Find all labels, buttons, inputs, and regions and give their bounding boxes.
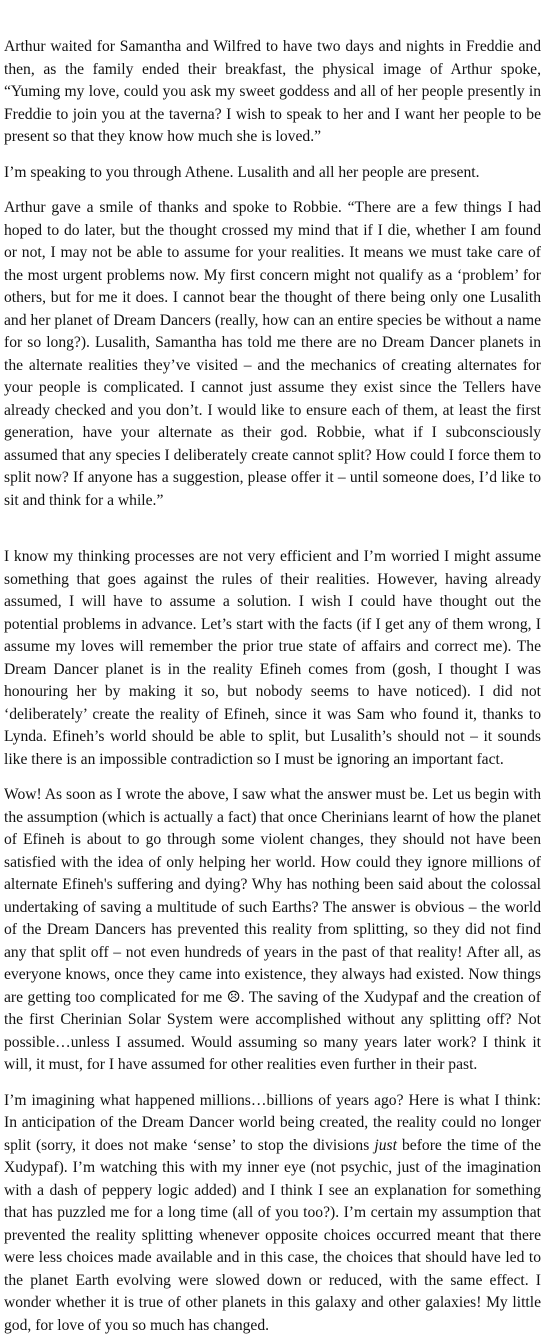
- paragraph-arthur-speaks-to-robbie: Arthur gave a smile of thanks and spoke to Robbie. “There are a few things I had hoped to do later, but the thought crossed my mind that if I die, whether I am found or not, I may not be able to assume for your realities. It means we must take care of the most urgent problems now. My first concern might not qualify as a ‘problem’ for others, but for me it does. I cannot bear the thought of there being only one Lusalith and her planet of Dream Dancers (really, how can an entire species be without a name for so long?). Lusalith, Samantha has told me there are no Dream Dancer planets in the alternate realities they’ve visited – and the mechanics of creating alternates for your people is complicated. I cannot just assume they exist since the Tellers have already checked and you don’t. I would like to ensure each of them, at least the first generation, have your alternate as their god. Robbie, what if I subconsciously assumed that any species I deliberately create cannot split? How could I force them to split now? If anyone has a suggestion, please offer it – until someone does, I’d like to sit and think for a while.”: [4, 197, 541, 512]
- paragraph-text-before-italic: I’m imagining what happened millions…billions of years ago? Here is what I think: In anticipation of the Dream Dancer world being created, the reality could no longer split (sorry, it does not make ‘sense’ to stop the divisions: [4, 1092, 541, 1154]
- paragraph-imagining-billions-of-years: [4, 1090, 541, 1337]
- paragraph-text-after-italic: before the time of the Xudypaf). I’m watching this with my inner eye (not psychic, just of the imagination with a dash of peppery logic added) and I think I see an explanation for something that has puzzled me for a long time (all of you too?). I’m certain my assumption that prevented the reality splitting whenever opposite choices occurred meant that there were less choices made available and in this case, the choices that should have led to the planet Earth evolving were slowed down or reduced, with the same effect. I wonder whether it is true of other planets in this galaxy and other galaxies! My little god, for love of you so much has changed.: [4, 1137, 541, 1334]
- paragraph-arthur-waited: Arthur waited for Samantha and Wilfred to have two days and nights in Freddie and then, as the family ended their breakfast, the physical image of Arthur spoke, “Yuming my love, could you ask my sweet goddess and all of her people presently in Freddie to join you at the taverna? I wish to speak to her and I want her people to be present so that they know how much she is loved.”: [4, 36, 541, 149]
- paragraph-thinking-processes: I know my thinking processes are not very efficient and I’m worried I might assume something that goes against the rules of their realities. However, having already assumed, I will have to assume a solution. I wish I could have thought out the potential problems in advance. Let’s start with the facts (if I get any of them wrong, I assume my loves will remember the prior true state of affairs and correct me). The Dream Dancer planet is in the reality Efineh comes from (gosh, I thought I was honouring her by making it so, but nobody seems to have noticed). I did not ‘deliberately’ create the reality of Efineh, since it was Sam who found it, thanks to Lynda. Efineh’s world should be able to split, but Lusalith’s should not – it sounds like there is an impossible contradiction so I must be ignoring an important fact.: [4, 546, 541, 771]
- paragraph-speaking-through-athene: I’m speaking to you through Athene. Lusalith and all her people are present.: [4, 162, 541, 185]
- paragraph-wow-answer: Wow! As soon as I wrote the above, I saw what the answer must be. Let us begin with the assumption (which is actually a fact) that once Cherinians learnt of how the planet of Efineh is about to go through some violent changes, they should not have been satisfied with the idea of only helping her world. How could they ignore millions of alternate Efineh's suffering and dying? Why has nothing been said about the colossal undertaking of saving a multitude of such Earths? The answer is obvious – the world of the Dream Dancers has prevented this reality from splitting, so they did not find any that split off – not even hundreds of years in the past of that reality! After all, as everyone knows, once they came into existence, they always had existed. Now things are getting too complicated for me ☹. The saving of the Xudypaf and the creation of the first Cherinian Solar System were accomplished without any splitting off? Not possible…unless I assumed. Would assuming so many years later work? I think it will, it must, for I have assumed for other realities even further in their past.: [4, 784, 541, 1077]
- italic-word: just: [374, 1137, 397, 1154]
